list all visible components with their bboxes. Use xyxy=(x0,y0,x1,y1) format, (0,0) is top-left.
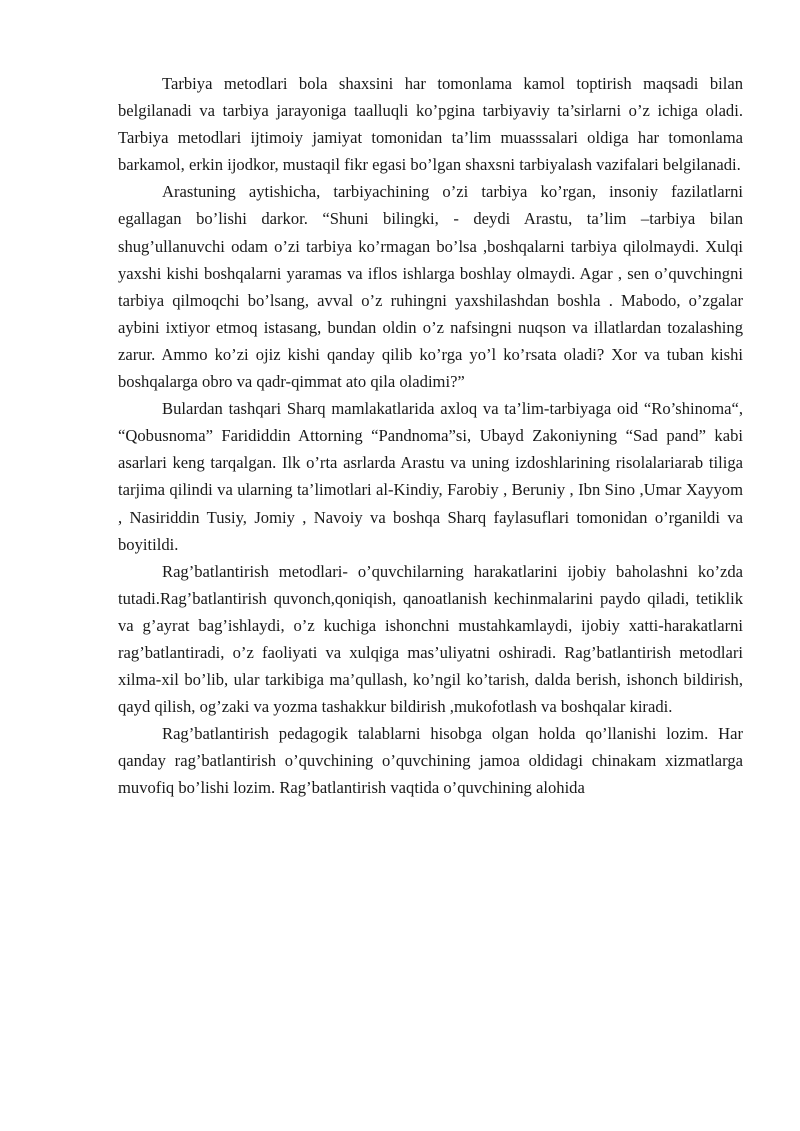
paragraph-sharq-asarlari: Bulardan tashqari Sharq mamlakatlarida axloq va ta’lim-tarbiyaga oid “Ro’shinoma“, “Qobusnoma” Farididdin Attorning “Pandnoma”si, Ubayd Zakoniyning “Sad pand” kabi asarlari keng tarqalgan. Ilk o’rta asrlarda Arastu va uning izdoshlarining risolalariarab tiliga tarjima qilindi va ularning ta’limotlari al-Kindiy, Farobiy , Beruniy , Ibn Sino ,Umar Xayyom , Nasiriddin Tusiy, Jomiy , Navoiy va boshqa Sharq faylasuflari tomonidan o’rganildi va boyitildi. xyxy=(118,399,743,554)
document-body xyxy=(118,70,743,802)
paragraph-tarbiya-metodlari: Tarbiya metodlari bola shaxsini har tomonlama kamol toptirish maqsadi bilan belgilanadi va tarbiya jarayoniga taalluqli ko’pgina tarbiyaviy ta’sirlarni o’z ichiga oladi. Tarbiya metodlari ijtimoiy jamiyat tomonidan ta’lim muasssalari oldiga har tomonlama barkamol, erkin ijodkor, mustaqil fikr egasi bo’lgan shaxsni tarbiyalash vazifalari belgilanadi. xyxy=(118,74,743,175)
paragraph-arastu-quote: Arastuning aytishicha, tarbiyachining o’zi tarbiya ko’rgan, insoniy fazilatlarni egallagan bo’lishi darkor. “Shuni bilingki, - deydi Arastu, ta’lim –tarbiya bilan shug’ullanuvchi odam o’zi tarbiya ko’rmagan bo’lsa ,boshqalarni tarbiya qilolmaydi. Xulqi yaxshi kishi boshqalarni yaramas va iflos ishlarga boshlay olmaydi. Agar , sen o’quvchingni tarbiya qilmoqchi bo’lsang, avval o’z ruhingni yaxshilashdan boshla . Mabodo, o’zgalar aybini ixtiyor etmoq istasang, bundan oldin o’z nafsingni nuqson va illatlardan tozalashing zarur. Ammo ko’zi ojiz kishi qanday qilib ko’rga yo’l ko’rsata oladi? Xor va tuban kishi boshqalarga obro va qadr-qimmat ato qila oladimi?” xyxy=(118,182,743,392)
paragraph-ragbatlantirish-talablari: Rag’batlantirish pedagogik talablarni hisobga olgan holda qo’llanishi lozim. Har qanday rag’batlantirish o’quvchining o’quvchining jamoa oldidagi chinakam xizmatlarga muvofiq bo’lishi lozim. Rag’batlantirish vaqtida o’quvchining alohida xyxy=(118,724,743,798)
paragraph-ragbatlantirish-metodlari: Rag’batlantirish metodlari- o’quvchilarning harakatlarini ijobiy baholashni ko’zda tutadi.Rag’batlantirish quvonch,qoniqish, qanoatlanish kechinmalarini paydo qiladi, tetiklik va g’ayrat bag’ishlaydi, o’z kuchiga ishonchni mustahkamlaydi, ijobiy xatti-harakatlarni rag’batlantiradi, o’z faoliyati va xulqiga mas’uliyatni oshiradi. Rag’batlantirish metodlari xilma-xil bo’lib, ular tarkibiga ma’qullash, ko’ngil ko’tarish, dalda berish, ishonch bildirish, qayd qilish, og’zaki va yozma tashakkur bildirish ,mukofotlash va boshqalar kiradi. xyxy=(118,561,743,717)
